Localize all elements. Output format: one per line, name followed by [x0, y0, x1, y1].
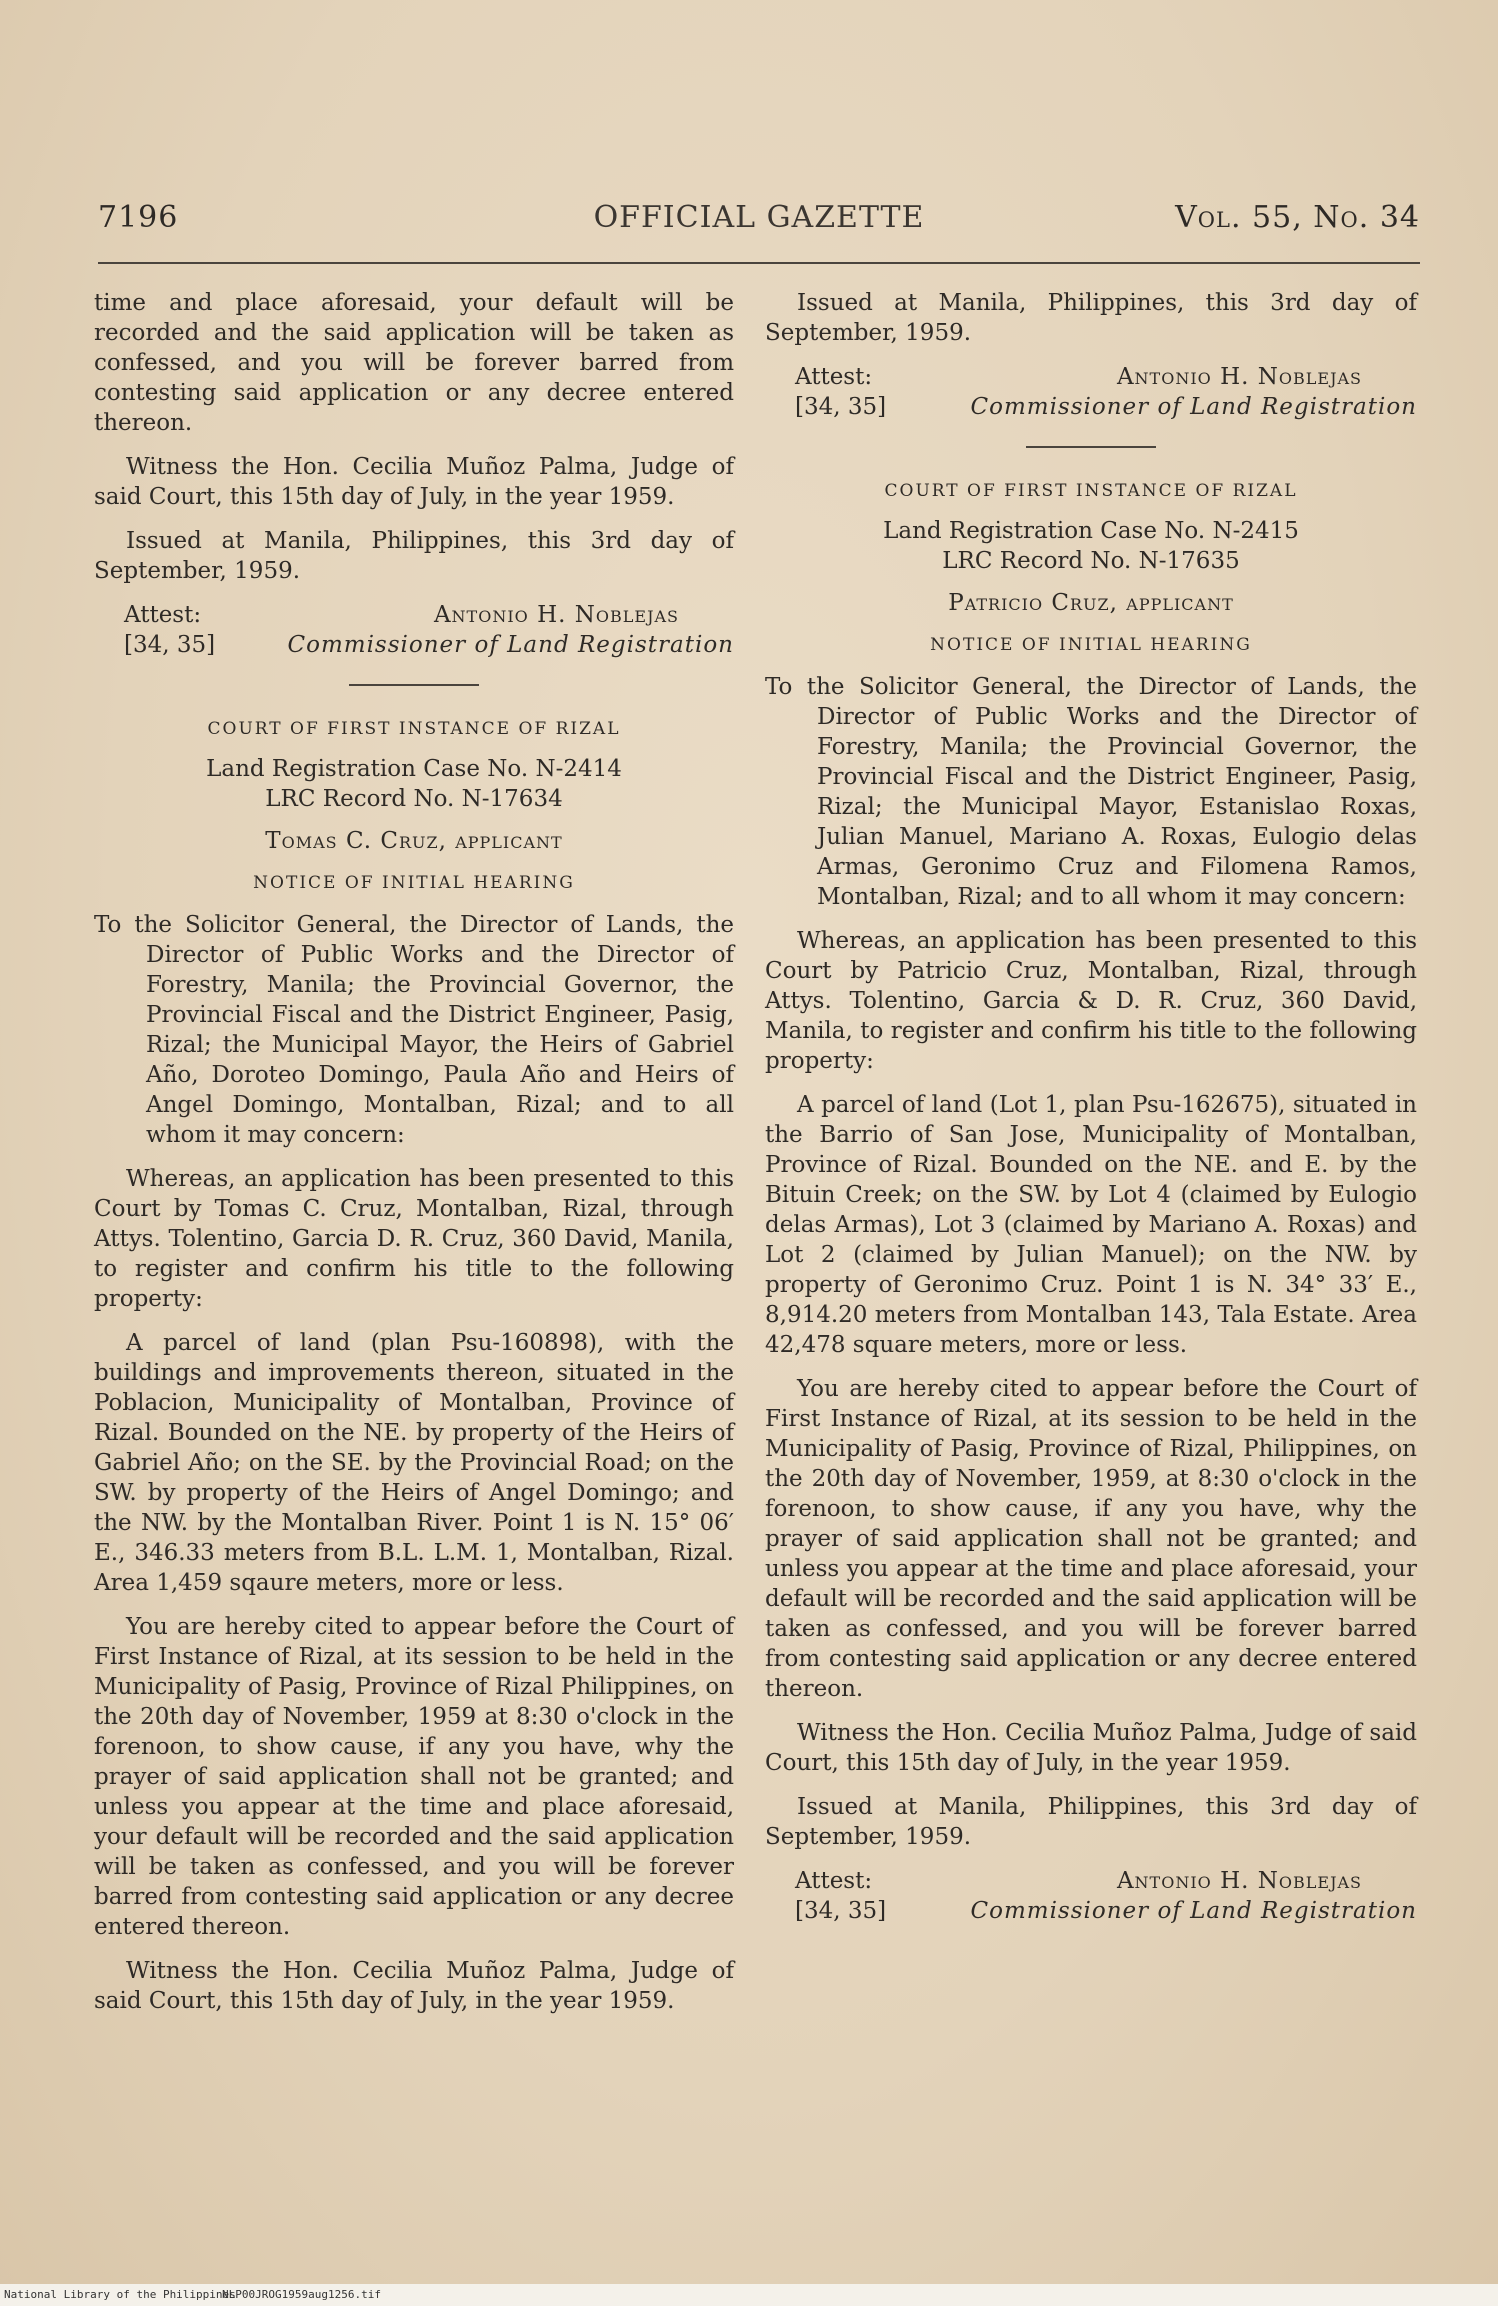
section-divider: [349, 684, 479, 686]
scan-footer: [0, 2284, 1498, 2306]
applicant-line: Tomas C. Cruz, applicant: [265, 828, 563, 854]
page-number: 7196: [98, 200, 179, 235]
attest-label: Attest:: [795, 1868, 873, 1894]
scan-file-id: NLP00JROG1959aug1256.tif: [222, 2288, 381, 2301]
signatory-name: Antonio H. Noblejas: [433, 602, 679, 628]
citation-paragraph: You are hereby cited to appear before the Court of First Instance of Rizal, at its session to be held in the Municipality of Pasig, Province of Rizal, Philippines, on the 20th day of November, 1959, at 8:30 o'clock in the forenoon, to show cause, if any you have, why the prayer of said application shall not be granted; and unless you appear at the time and place aforesaid, your default will be recorded and the said application will be taken as confessed, and you will be forever barred from contesting said application or any decree entered thereon.: [765, 1376, 1417, 1702]
addressees-paragraph: To the Solicitor General, the Director of Lands, the Director of Public Works and the Director of Forestry, Manila; the Provincial Governor, the Provincial Fiscal and the District Engineer, Pasig, Rizal; the Municipal Mayor, the Heirs of Gabriel Año, Doroteo Domingo, Paula Año and Heirs of Angel Domingo, Montalban, Rizal; and to all whom it may concern:: [94, 912, 734, 1148]
attest-numbers: [34, 35]: [795, 1898, 887, 1924]
signatory-role: Commissioner of Land Registration: [287, 632, 734, 658]
case-number: Land Registration Case No. N-2414: [206, 756, 622, 782]
attest-block: [765, 362, 1417, 424]
section-divider: [1026, 446, 1156, 448]
witness-paragraph: Witness the Hon. Cecilia Muñoz Palma, Judge of said Court, this 15th day of July, in the year 1959.: [94, 454, 734, 510]
parcel-description: A parcel of land (plan Psu-160898), with the buildings and improvements thereon, situated in the Poblacion, Municipality of Montalban, Province of Rizal. Bounded on the NE. by property of the Heirs of Gabriel Año; on the SE. by the Provincial Road; on the SW. by property of the Heirs of Angel Domingo; and the NW. by the Montalban River. Point 1 is N. 15° 06′ E., 346.33 meters from B.L. L.M. 1, Montalban, Rizal. Area 1,459 sqaure meters, more or less.: [94, 1330, 734, 1596]
citation-paragraph: You are hereby cited to appear before the Court of First Instance of Rizal, at its session to be held in the Municipality of Pasig, Province of Rizal Philippines, on the 20th day of November, 1959 at 8:30 o'clock in the forenoon, to show cause, if any you have, why the prayer of said application shall not be granted; and unless you appear at the time and place aforesaid, your default will be recorded and the said application will be taken as confessed, and you will be forever barred from contesting said application or any decree entered thereon.: [94, 1614, 734, 1940]
attest-numbers: [34, 35]: [124, 632, 216, 658]
issued-paragraph: Issued at Manila, Philippines, this 3rd day of September, 1959.: [765, 1794, 1417, 1850]
signatory-name: Antonio H. Noblejas: [1116, 364, 1362, 390]
signatory-role: Commissioner of Land Registration: [970, 1898, 1417, 1924]
attest-numbers: [34, 35]: [795, 394, 887, 420]
signatory-role: Commissioner of Land Registration: [970, 394, 1417, 420]
header-rule: [98, 262, 1420, 264]
notice-title: NOTICE OF INITIAL HEARING: [930, 635, 1252, 655]
continued-paragraph: time and place aforesaid, your default will be recorded and the said application will be taken as confessed, and you will be forever barred from contesting said application or any decree entered thereon.: [94, 290, 734, 436]
court-heading: COURT OF FIRST INSTANCE OF RIZAL: [884, 481, 1298, 501]
applicant-line: Patricio Cruz, applicant: [948, 590, 1234, 616]
volume-number: Vol. 55, No. 34: [1175, 200, 1420, 235]
page-header: [98, 200, 1420, 250]
attest-block: [94, 600, 734, 662]
attest-block: [765, 1866, 1417, 1928]
whereas-paragraph: Whereas, an application has been presented to this Court by Patricio Cruz, Montalban, Rizal, through Attys. Tolentino, Garcia & D. R. Cruz, 360 David, Manila, to register and confirm his title to the following property:: [765, 928, 1417, 1074]
parcel-description: A parcel of land (Lot 1, plan Psu-162675), situated in the Barrio of San Jose, Municipality of Montalban, Province of Rizal. Bounded on the NE. and E. by the Bituin Creek; on the SW. by Lot 4 (claimed by Eulogio delas Armas), Lot 3 (claimed by Mariano A. Roxas) and Lot 2 (claimed by Julian Manuel); on the NW. by property of Geronimo Cruz. Point 1 is N. 34° 33′ E., 8,914.20 meters from Montalban 143, Tala Estate. Area 42,478 square meters, more or less.: [765, 1092, 1417, 1358]
court-heading: COURT OF FIRST INSTANCE OF RIZAL: [207, 719, 621, 739]
case-number: Land Registration Case No. N-2415: [883, 518, 1299, 544]
signatory-name: Antonio H. Noblejas: [1116, 1868, 1362, 1894]
witness-paragraph: Witness the Hon. Cecilia Muñoz Palma, Judge of said Court, this 15th day of July, in the year 1959.: [765, 1720, 1417, 1776]
right-column: [765, 288, 1417, 1950]
attest-label: Attest:: [124, 602, 202, 628]
issued-paragraph: Issued at Manila, Philippines, this 3rd day of September, 1959.: [765, 290, 1417, 346]
whereas-paragraph: Whereas, an application has been presented to this Court by Tomas C. Cruz, Montalban, Rizal, through Attys. Tolentino, Garcia D. R. Cruz, 360 David, Manila, to register and confirm his title to the following property:: [94, 1166, 734, 1312]
left-column: [94, 288, 734, 2030]
record-number: LRC Record No. N-17635: [942, 548, 1240, 574]
attest-label: Attest:: [795, 364, 873, 390]
library-credit: National Library of the Philippines: [4, 2288, 236, 2301]
witness-paragraph: Witness the Hon. Cecilia Muñoz Palma, Judge of said Court, this 15th day of July, in the year 1959.: [94, 1958, 734, 2014]
issued-paragraph: Issued at Manila, Philippines, this 3rd day of September, 1959.: [94, 528, 734, 584]
publication-title: OFFICIAL GAZETTE: [593, 200, 925, 235]
addressees-paragraph: To the Solicitor General, the Director of Lands, the Director of Public Works and the Director of Forestry, Manila; the Provincial Governor, the Provincial Fiscal and the District Engineer, Pasig, Rizal; the Municipal Mayor, Estanislao Roxas, Julian Manuel, Mariano A. Roxas, Eulogio delas Armas, Geronimo Cruz and Filomena Ramos, Montalban, Rizal; and to all whom it may concern:: [765, 674, 1417, 910]
notice-title: NOTICE OF INITIAL HEARING: [253, 873, 575, 893]
record-number: LRC Record No. N-17634: [265, 786, 563, 812]
